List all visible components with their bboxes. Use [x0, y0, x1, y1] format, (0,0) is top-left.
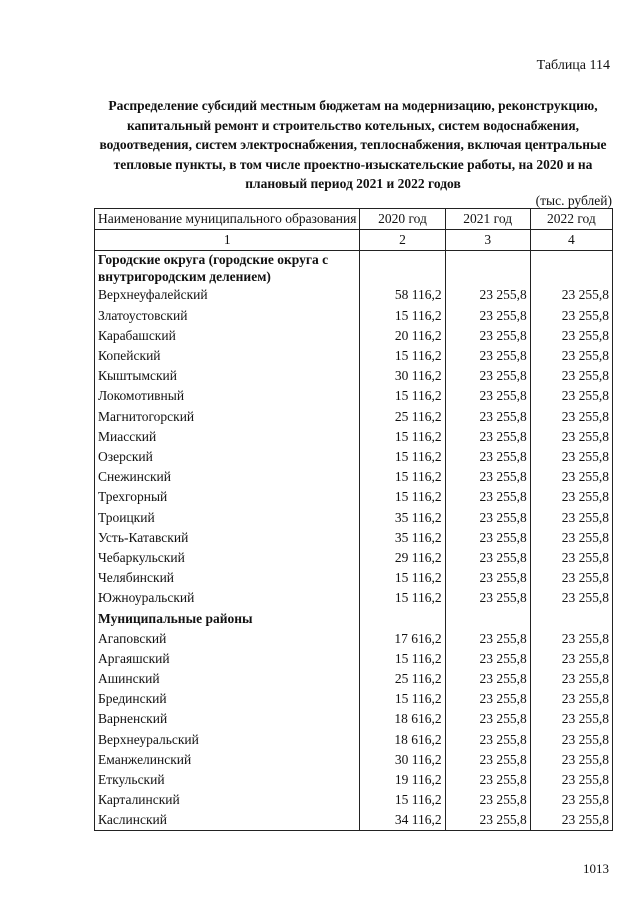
table-row: [95, 507, 613, 527]
column-number: 2: [360, 230, 445, 251]
municipality-name: Усть-Катавский: [95, 528, 360, 548]
table-row: [95, 346, 613, 366]
table-row: [95, 306, 613, 326]
value-2022: 23 255,8: [530, 285, 612, 305]
municipality-name: Агаповский: [95, 629, 360, 649]
empty-cell: [360, 608, 445, 628]
value-2022: 23 255,8: [530, 528, 612, 548]
value-2020: 20 116,2: [360, 326, 445, 346]
header-2022: 2022 год: [530, 209, 612, 230]
value-2022: 23 255,8: [530, 487, 612, 507]
table-row: [95, 810, 613, 831]
table-row: [95, 548, 613, 568]
value-2020: 34 116,2: [360, 810, 445, 831]
municipality-name: Южноуральский: [95, 588, 360, 608]
value-2021: 23 255,8: [445, 487, 530, 507]
table-row: [95, 285, 613, 305]
units-label: (тыс. рублей): [535, 193, 612, 208]
value-2022: 23 255,8: [530, 709, 612, 729]
municipality-name: Карабашский: [95, 326, 360, 346]
value-2022: 23 255,8: [530, 649, 612, 669]
value-2022: 23 255,8: [530, 548, 612, 568]
value-2021: 23 255,8: [445, 709, 530, 729]
municipality-name: Аргаяшский: [95, 649, 360, 669]
municipality-name: Верхнеуфалейский: [95, 285, 360, 305]
municipality-name: Копейский: [95, 346, 360, 366]
value-2022: 23 255,8: [530, 689, 612, 709]
value-2020: 15 116,2: [360, 447, 445, 467]
value-2020: 19 116,2: [360, 770, 445, 790]
value-2022: 23 255,8: [530, 750, 612, 770]
value-2022: 23 255,8: [530, 427, 612, 447]
value-2021: 23 255,8: [445, 588, 530, 608]
value-2020: 58 116,2: [360, 285, 445, 305]
table-row: [95, 366, 613, 386]
value-2021: 23 255,8: [445, 770, 530, 790]
value-2021: 23 255,8: [445, 285, 530, 305]
value-2020: 29 116,2: [360, 548, 445, 568]
table-row: [95, 649, 613, 669]
municipality-name: Магнитогорский: [95, 407, 360, 427]
value-2020: 17 616,2: [360, 629, 445, 649]
value-2022: 23 255,8: [530, 629, 612, 649]
table-body: [95, 251, 613, 831]
table-row: [95, 386, 613, 406]
value-2020: 15 116,2: [360, 649, 445, 669]
value-2022: 23 255,8: [530, 568, 612, 588]
value-2022: 23 255,8: [530, 669, 612, 689]
value-2021: 23 255,8: [445, 407, 530, 427]
empty-cell: [360, 251, 445, 286]
value-2020: 30 116,2: [360, 366, 445, 386]
table-header-row: [95, 209, 613, 230]
value-2021: 23 255,8: [445, 750, 530, 770]
table-row: [95, 407, 613, 427]
page-number: 1013: [583, 861, 609, 876]
table-row: [95, 568, 613, 588]
value-2022: 23 255,8: [530, 326, 612, 346]
value-2020: 25 116,2: [360, 407, 445, 427]
section-heading: Муниципальные районы: [95, 608, 360, 628]
table-row: [95, 427, 613, 447]
value-2022: 23 255,8: [530, 447, 612, 467]
value-2022: 23 255,8: [530, 507, 612, 527]
value-2022: 23 255,8: [530, 770, 612, 790]
municipality-name: Троицкий: [95, 507, 360, 527]
municipality-name: Чебаркульский: [95, 548, 360, 568]
header-municipality: Наименование муниципального образования: [95, 209, 360, 230]
header-2020: 2020 год: [360, 209, 445, 230]
municipality-name: Еманжелинский: [95, 750, 360, 770]
value-2021: 23 255,8: [445, 730, 530, 750]
value-2021: 23 255,8: [445, 427, 530, 447]
municipality-name: Брединский: [95, 689, 360, 709]
value-2021: 23 255,8: [445, 467, 530, 487]
value-2021: 23 255,8: [445, 447, 530, 467]
municipality-name: Каслинский: [95, 810, 360, 831]
value-2020: 15 116,2: [360, 588, 445, 608]
value-2021: 23 255,8: [445, 346, 530, 366]
value-2020: 35 116,2: [360, 528, 445, 548]
table-row: [95, 750, 613, 770]
value-2020: 15 116,2: [360, 427, 445, 447]
table-row: [95, 326, 613, 346]
column-number: 4: [530, 230, 612, 251]
value-2020: 18 616,2: [360, 709, 445, 729]
table-row: [95, 689, 613, 709]
value-2022: 23 255,8: [530, 306, 612, 326]
municipality-name: Варненский: [95, 709, 360, 729]
value-2020: 15 116,2: [360, 487, 445, 507]
municipality-name: Верхнеуральский: [95, 730, 360, 750]
value-2022: 23 255,8: [530, 467, 612, 487]
value-2022: 23 255,8: [530, 346, 612, 366]
municipality-name: Кыштымский: [95, 366, 360, 386]
value-2022: 23 255,8: [530, 790, 612, 810]
value-2020: 15 116,2: [360, 386, 445, 406]
municipality-name: Еткульский: [95, 770, 360, 790]
subsidy-table: [94, 208, 613, 831]
table-row: [95, 629, 613, 649]
value-2021: 23 255,8: [445, 326, 530, 346]
value-2022: 23 255,8: [530, 588, 612, 608]
value-2020: 35 116,2: [360, 507, 445, 527]
header-2021: 2021 год: [445, 209, 530, 230]
table-row: [95, 487, 613, 507]
table-row: [95, 528, 613, 548]
value-2020: 15 116,2: [360, 790, 445, 810]
municipality-name: Трехгорный: [95, 487, 360, 507]
value-2021: 23 255,8: [445, 568, 530, 588]
municipality-name: Карталинский: [95, 790, 360, 810]
section-heading: Городские округа (городские округа с внутригородским делением): [95, 251, 360, 286]
value-2020: 18 616,2: [360, 730, 445, 750]
value-2021: 23 255,8: [445, 306, 530, 326]
table-row: [95, 669, 613, 689]
municipality-name: Локомотивный: [95, 386, 360, 406]
municipality-name: Миасский: [95, 427, 360, 447]
document-title: Распределение субсидий местным бюджетам на модернизацию, реконструкцию, капитальный ремонт и строительство котельных, систем водоснабжения, водоотведения, систем электроснабжения, теплоснабжения, включая центральные тепловые пункты, в том числе проектно-изыскательские работы, на 2020 и на плановый период 2021 и 2022 годов: [99, 98, 607, 191]
value-2022: 23 255,8: [530, 366, 612, 386]
table-row: [95, 447, 613, 467]
empty-cell: [530, 608, 612, 628]
value-2020: 15 116,2: [360, 467, 445, 487]
value-2021: 23 255,8: [445, 810, 530, 831]
value-2021: 23 255,8: [445, 528, 530, 548]
value-2020: 15 116,2: [360, 568, 445, 588]
value-2021: 23 255,8: [445, 689, 530, 709]
table-row: [95, 790, 613, 810]
value-2021: 23 255,8: [445, 629, 530, 649]
table-label: Таблица 114: [536, 58, 610, 73]
value-2021: 23 255,8: [445, 386, 530, 406]
value-2020: 30 116,2: [360, 750, 445, 770]
value-2022: 23 255,8: [530, 810, 612, 831]
value-2020: 15 116,2: [360, 346, 445, 366]
value-2020: 15 116,2: [360, 689, 445, 709]
municipality-name: Ашинский: [95, 669, 360, 689]
municipality-name: Златоустовский: [95, 306, 360, 326]
municipality-name: Озерский: [95, 447, 360, 467]
value-2021: 23 255,8: [445, 669, 530, 689]
empty-cell: [445, 251, 530, 286]
empty-cell: [445, 608, 530, 628]
table-row: [95, 467, 613, 487]
value-2021: 23 255,8: [445, 366, 530, 386]
value-2021: 23 255,8: [445, 649, 530, 669]
value-2022: 23 255,8: [530, 407, 612, 427]
value-2021: 23 255,8: [445, 548, 530, 568]
column-number-row: [95, 230, 613, 251]
table-row: [95, 730, 613, 750]
section-heading-row: [95, 608, 613, 628]
column-number: 1: [95, 230, 360, 251]
value-2020: 15 116,2: [360, 306, 445, 326]
value-2021: 23 255,8: [445, 507, 530, 527]
municipality-name: Снежинский: [95, 467, 360, 487]
municipality-name: Челябинский: [95, 568, 360, 588]
value-2020: 25 116,2: [360, 669, 445, 689]
value-2021: 23 255,8: [445, 790, 530, 810]
value-2022: 23 255,8: [530, 386, 612, 406]
column-number: 3: [445, 230, 530, 251]
table-row: [95, 770, 613, 790]
table-row: [95, 709, 613, 729]
value-2022: 23 255,8: [530, 730, 612, 750]
section-heading-row: [95, 251, 613, 286]
table-row: [95, 588, 613, 608]
empty-cell: [530, 251, 612, 286]
